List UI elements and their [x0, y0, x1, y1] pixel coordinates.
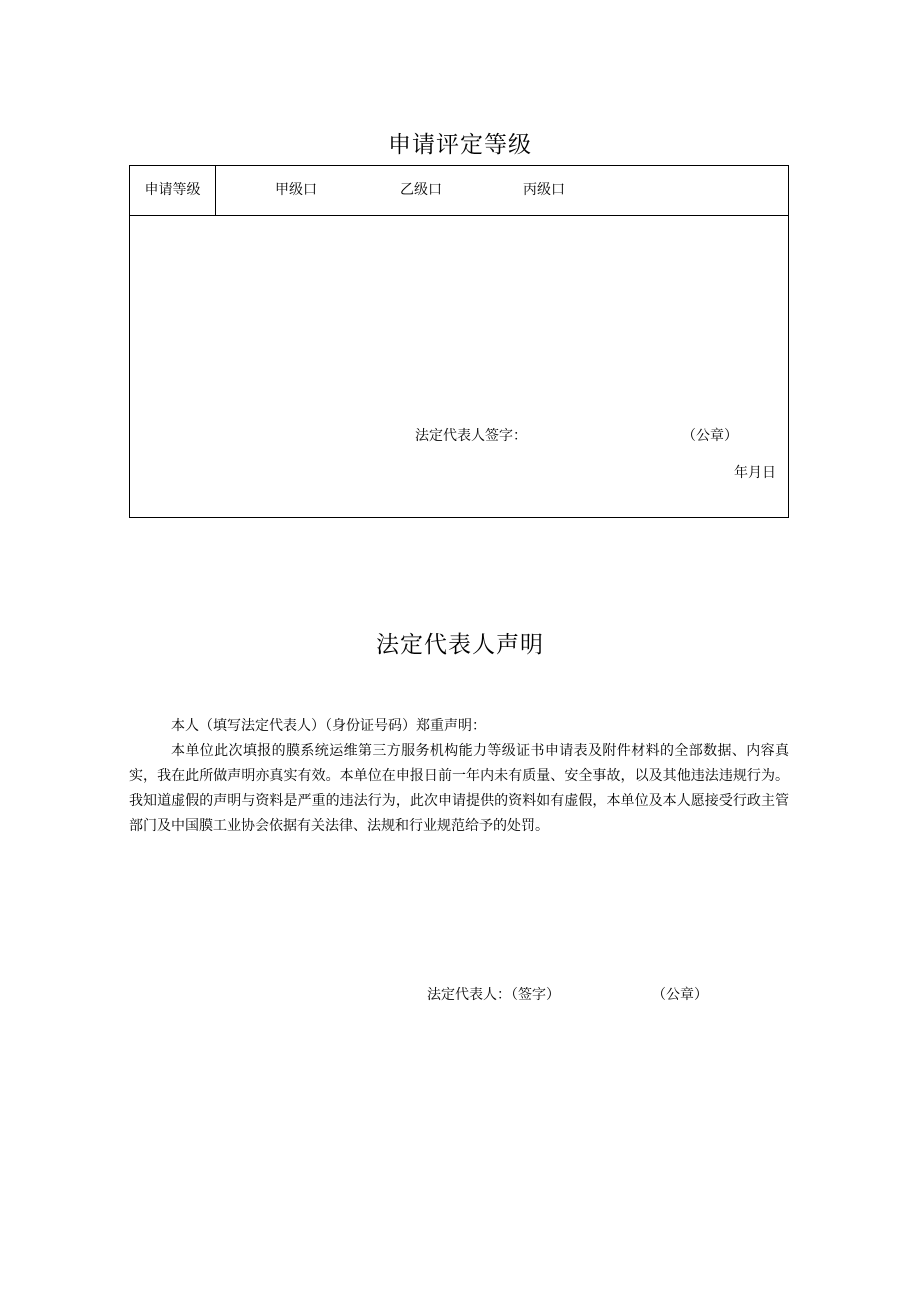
- official-seal-label: （公章）: [682, 428, 738, 444]
- legal-rep-signature-footer: 法定代表人：（签字）: [427, 987, 560, 1003]
- grade-label-cell: 申请等级: [130, 166, 216, 215]
- grade-option-a[interactable]: 甲级口: [275, 182, 317, 198]
- declaration-intro: 本人（填写法定代表人）（身份证号码）郑重声明：: [171, 718, 486, 734]
- grade-row: [130, 166, 788, 216]
- legal-rep-signature-label: 法定代表人签字：: [415, 428, 527, 444]
- grade-option-b[interactable]: 乙级口: [400, 182, 442, 198]
- page-title-legal-rep-declaration: 法定代表人声明: [376, 632, 544, 658]
- grade-application-table: [129, 165, 789, 518]
- date-label: 年月日: [734, 465, 776, 481]
- grade-option-c[interactable]: 丙级口: [523, 182, 565, 198]
- declaration-body: 本单位此次填报的膜系统运维第三方服务机构能力等级证书申请表及附件材料的全部数据、内容真实，我在此所做声明亦真实有效。本单位在申报日前一年内未有质量、安全事故，以及其他违法违规行为。我知道虚假的声明与资料是严重的违法行为，此次申请提供的资料如有虚假，本单位及本人愿接受行政主管部门及中国膜工业协会依据有关法律、法规和行业规范给予的处罚。: [129, 743, 789, 834]
- official-seal-footer: （公章）: [652, 987, 708, 1003]
- page-title-grade-application: 申请评定等级: [388, 132, 532, 158]
